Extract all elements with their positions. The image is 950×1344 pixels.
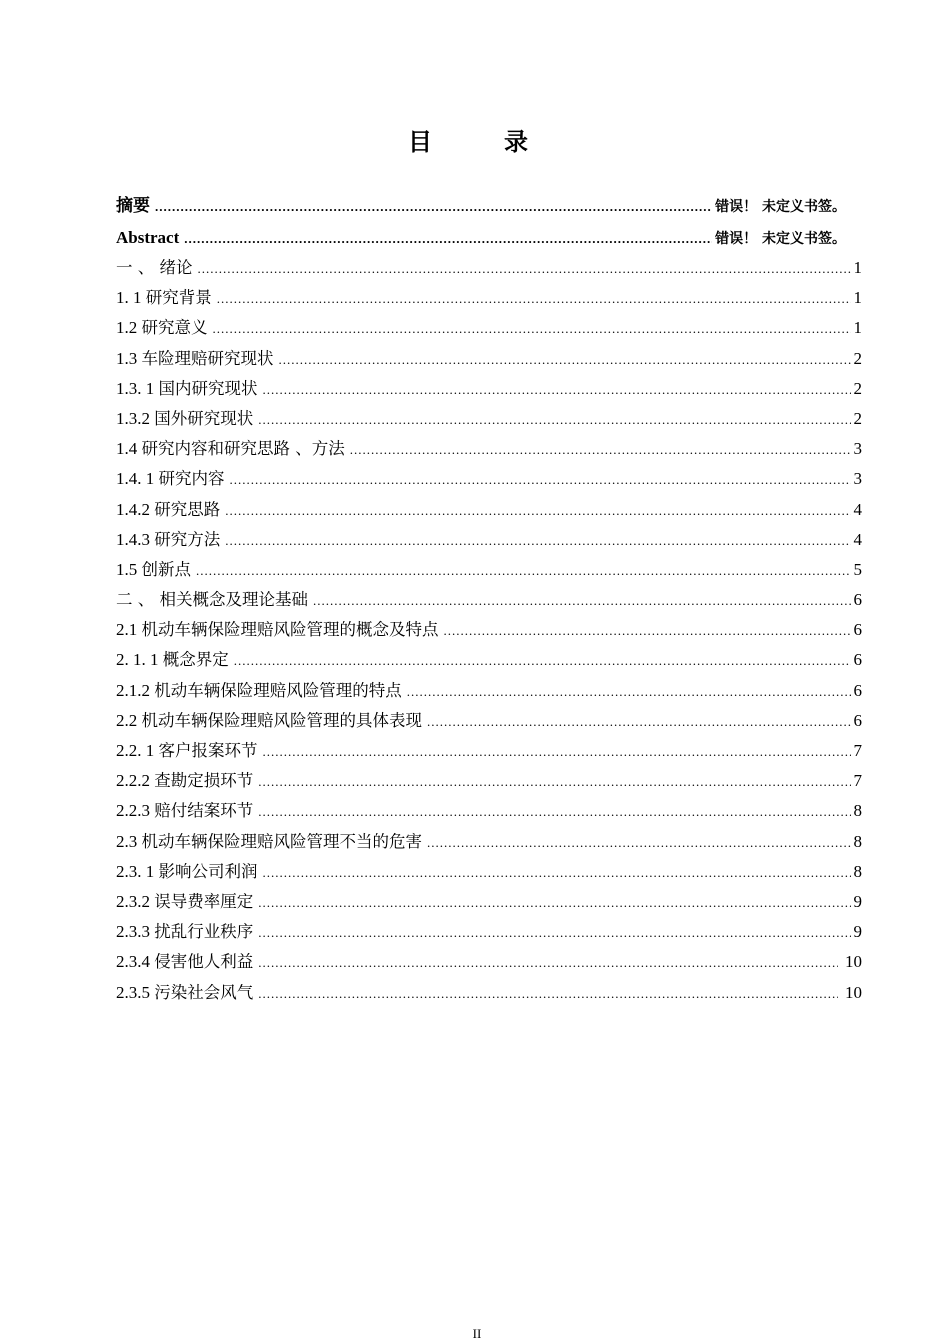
toc-entry-page: 1 (853, 288, 862, 308)
toc-entry[interactable] (116, 344, 862, 374)
toc-leader (258, 405, 850, 434)
toc-entry[interactable] (116, 404, 862, 434)
toc-entry-page: 6 (853, 590, 862, 610)
toc-entry-label: 2. 1. 1 概念界定 (116, 650, 229, 670)
toc-entry-page: 6 (853, 620, 862, 640)
toc-entry-page: 8 (853, 801, 862, 821)
toc-entry-label: 2.1 机动车辆保险理赔风险管理的概念及特点 (116, 620, 439, 640)
toc-entry-page: 9 (853, 922, 862, 942)
toc-entry-page: 1 (853, 258, 862, 277)
toc-entry-label: 1.4. 1 研究内容 (116, 469, 225, 489)
toc-entry-label: 2.3.2 误导费率厘定 (116, 891, 254, 911)
toc-entry[interactable] (116, 253, 862, 283)
toc-entry[interactable] (116, 827, 862, 857)
toc-leader (198, 254, 851, 283)
toc-entry-page: 4 (853, 499, 862, 519)
toc-entry-label: 2.2. 1 客户报案环节 (116, 741, 258, 760)
toc-leader (258, 797, 850, 826)
toc-entry[interactable] (116, 374, 862, 404)
toc-entry-label: 2.3.5 污染社会风气 (116, 982, 254, 1002)
toc-entry-label: 2.2.2 查勘定损环节 (116, 771, 254, 791)
toc-entry[interactable] (116, 978, 862, 1008)
toc-entry-label: 1.3. 1 国内研究现状 (116, 378, 258, 398)
toc-entry-page: 1 (853, 318, 862, 338)
toc-leader (234, 646, 851, 675)
toc-entry-page: 7 (853, 771, 862, 791)
toc-entry-page: 10 (845, 952, 862, 972)
toc-leader (427, 828, 851, 857)
toc-leader (427, 707, 851, 736)
toc-entry-page: 6 (853, 680, 862, 700)
toc-entry[interactable] (116, 917, 862, 947)
toc-entry[interactable] (116, 857, 862, 887)
toc-entry-abstract-cn[interactable] (116, 190, 862, 222)
toc-entry-page: 4 (853, 529, 862, 549)
toc-entry-page: 3 (853, 469, 862, 489)
toc-leader (225, 496, 850, 525)
toc-leader (279, 345, 851, 374)
toc-entry-label: 1.4.2 研究思路 (116, 499, 221, 519)
toc-entry-page: 2 (853, 348, 862, 368)
toc-entry-label: 1.5 创新点 (116, 559, 191, 579)
toc-entry[interactable] (116, 283, 862, 313)
toc-entry-label: 一 、 绪论 (116, 258, 193, 277)
toc-entry[interactable] (116, 495, 862, 525)
toc-entry[interactable] (116, 645, 862, 675)
toc-leader (258, 767, 850, 796)
toc-leader (407, 677, 851, 706)
toc-entry-abstract-en[interactable] (116, 222, 862, 254)
toc-entry-page: 9 (853, 891, 862, 911)
toc-entry-page: 错误！ 未定义书签。 (715, 230, 846, 247)
toc-entry[interactable] (116, 947, 862, 977)
toc-leader (213, 314, 851, 343)
toc-entry[interactable] (116, 796, 862, 826)
toc-leader (258, 979, 838, 1008)
toc-entry-label: 2.1.2 机动车辆保险理赔风险管理的特点 (116, 680, 402, 700)
toc-leader (313, 586, 851, 615)
toc-entry[interactable] (116, 706, 862, 736)
toc-entry-page: 8 (853, 831, 862, 851)
toc-entry[interactable] (116, 887, 862, 917)
toc-leader (263, 737, 851, 766)
toc-leader (230, 465, 851, 494)
toc-leader (350, 435, 851, 464)
toc-entry-label: 2.3.3 扰乱行业秩序 (116, 922, 254, 942)
toc-entry-label: 1.4 研究内容和研究思路 、方法 (116, 439, 345, 459)
toc-entry[interactable] (116, 766, 862, 796)
toc-entry[interactable] (116, 434, 862, 464)
toc-entry[interactable] (116, 736, 862, 766)
toc-leader (217, 284, 851, 313)
toc-leader (444, 616, 851, 645)
toc-entry-label: 1.3.2 国外研究现状 (116, 408, 254, 428)
toc-entry[interactable] (116, 676, 862, 706)
toc-entry[interactable] (116, 313, 862, 343)
toc-leader (225, 526, 850, 555)
toc-entry[interactable] (116, 615, 862, 645)
toc-entry-page: 3 (853, 439, 862, 459)
toc-leader (196, 556, 851, 585)
toc-entry-page: 6 (853, 650, 862, 670)
toc-entry-label: Abstract (116, 227, 180, 247)
toc-entry-label: 2.2.3 赔付结案环节 (116, 801, 254, 821)
toc-entry-label: 2.2 机动车辆保险理赔风险管理的具体表现 (116, 710, 422, 730)
toc-entry-label: 2.3.4 侵害他人利益 (116, 952, 254, 972)
toc-leader (184, 223, 712, 254)
toc-entry-page: 2 (853, 408, 862, 428)
toc-entry-label: 1.3 车险理赔研究现状 (116, 348, 274, 368)
toc-entry-label: 2.3. 1 影响公司利润 (116, 861, 258, 881)
toc-entry-page: 7 (853, 741, 862, 760)
toc-leader (258, 888, 850, 917)
toc-entry-page: 5 (853, 559, 862, 579)
toc-entry-label: 2.3 机动车辆保险理赔风险管理不当的危害 (116, 831, 422, 851)
toc-entry[interactable] (116, 464, 862, 494)
toc-entry-label: 二 、 相关概念及理论基础 (116, 590, 308, 610)
toc-list (116, 190, 862, 1008)
toc-leader (258, 918, 850, 947)
toc-entry-label: 摘要 (116, 196, 150, 216)
toc-entry[interactable] (116, 525, 862, 555)
toc-leader (263, 375, 851, 404)
toc-entry-page: 6 (853, 710, 862, 730)
toc-entry-label: 1. 1 研究背景 (116, 288, 212, 308)
toc-entry[interactable] (116, 585, 862, 615)
toc-entry-page: 错误！ 未定义书签。 (715, 199, 846, 215)
toc-leader (263, 858, 851, 887)
toc-entry-page: 2 (853, 378, 862, 398)
toc-entry[interactable] (116, 555, 862, 585)
toc-title: 目 录 (408, 128, 552, 156)
toc-entry-label: 1.2 研究意义 (116, 318, 208, 338)
toc-leader (155, 191, 712, 222)
toc-entry-label: 1.4.3 研究方法 (116, 529, 221, 549)
toc-entry-page: 8 (853, 861, 862, 881)
toc-entry-page: 10 (845, 982, 862, 1002)
page-number: II (472, 1326, 482, 1341)
toc-leader (258, 948, 838, 977)
